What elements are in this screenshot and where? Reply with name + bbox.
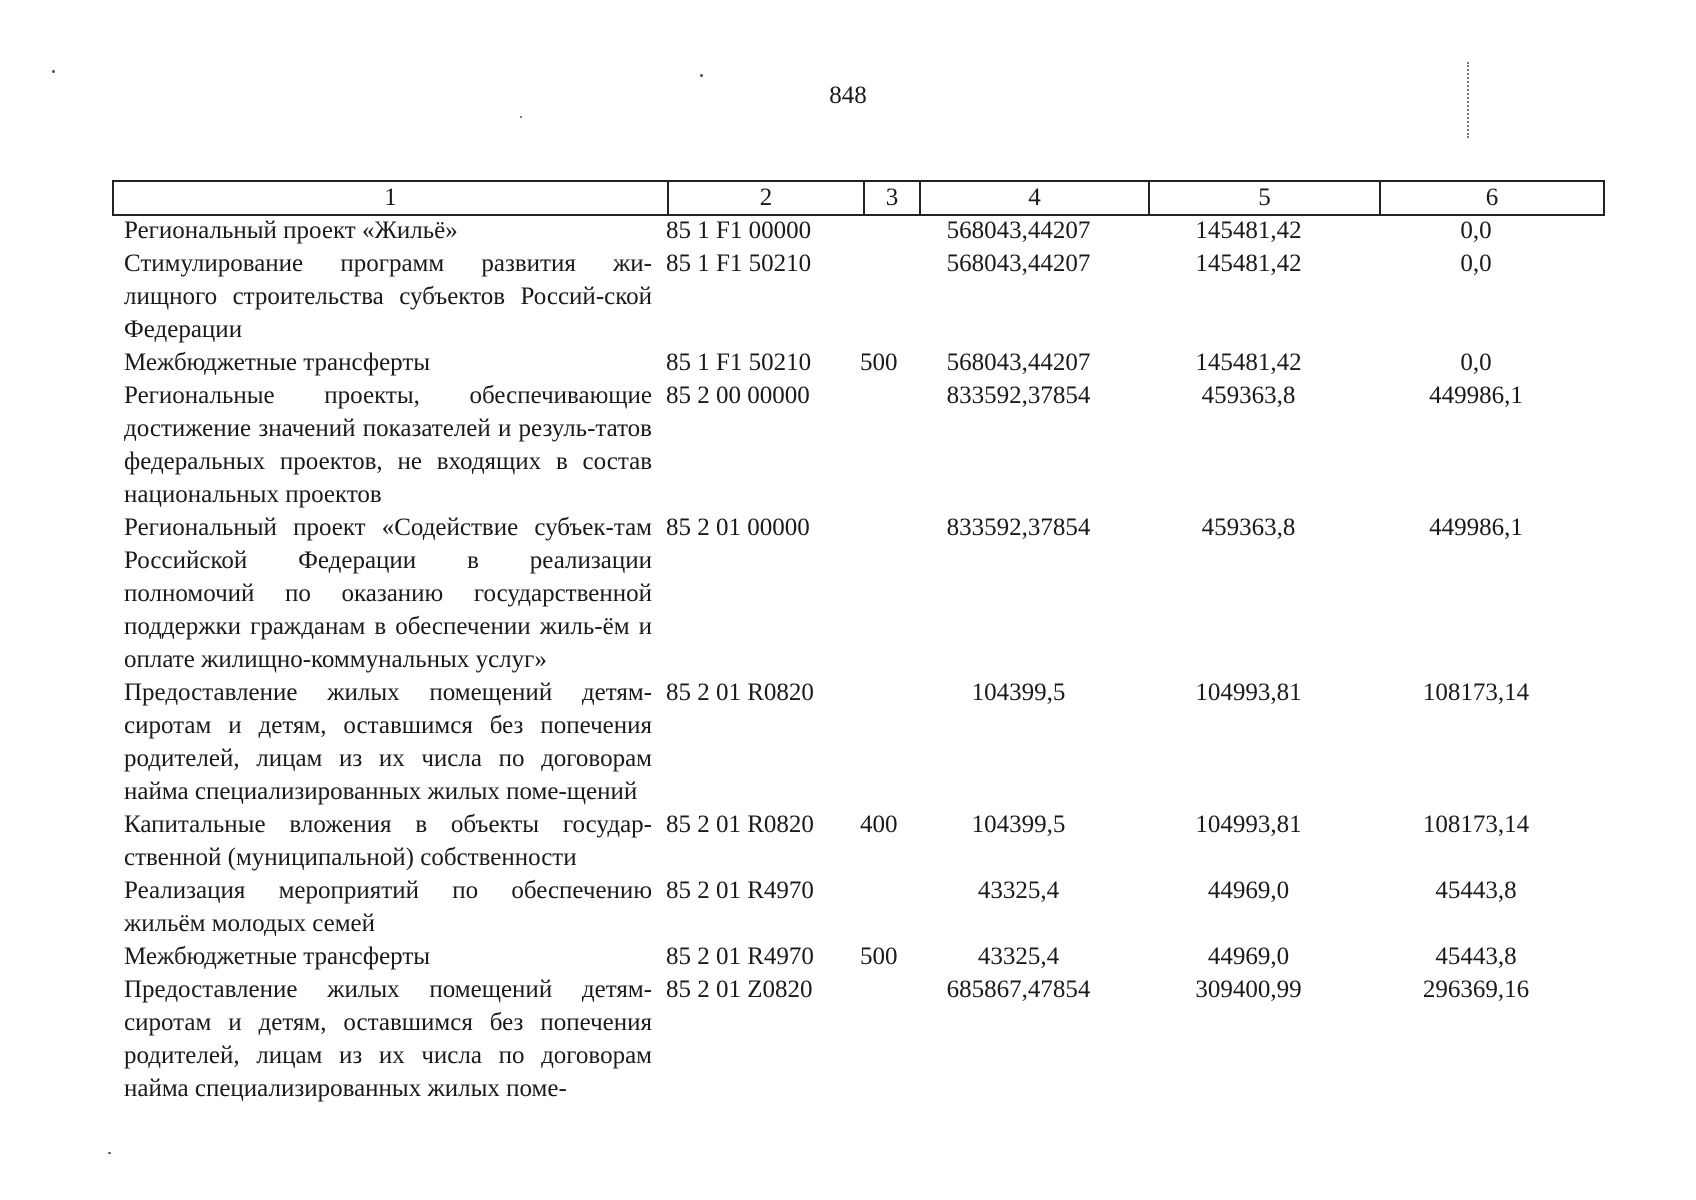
- column-header-6: 6: [1380, 181, 1604, 215]
- row-code: 85 2 01 00000: [666, 514, 810, 541]
- row-name: Региональный проект «Жильё»: [124, 217, 458, 244]
- row-value-4: 104399,5: [971, 811, 1066, 838]
- row-code: 85 2 01 R0820: [666, 679, 814, 706]
- row-value-6: 0,0: [1460, 217, 1492, 244]
- row-name: Стимулирование программ развития жи-лищного строительства субъектов Россий-ской Федерации: [124, 250, 652, 343]
- row-value-6: 296369,16: [1422, 976, 1530, 1003]
- table-row: [112, 214, 1604, 247]
- column-header-row: [113, 181, 1604, 215]
- row-code: 85 2 01 Z0820: [666, 976, 813, 1003]
- row-value-6: 45443,8: [1435, 943, 1517, 970]
- column-header-4: 4: [920, 181, 1149, 215]
- row-code: 85 1 F1 50210: [666, 349, 812, 376]
- row-name: Предоставление жилых помещений детям-сиротам и детям, оставшимся без попечения родителей, лицам из их числа по договорам найма специализированных жилых поме-: [124, 976, 652, 1102]
- row-code: 85 2 00 00000: [666, 382, 810, 409]
- row-code: 85 2 01 R0820: [666, 811, 814, 838]
- row-value-6: 108173,14: [1422, 811, 1530, 838]
- row-value-4: 833592,37854: [946, 382, 1091, 409]
- row-value-4: 43325,4: [977, 943, 1060, 970]
- row-value-5: 104993,81: [1195, 811, 1302, 838]
- row-type: 500: [860, 943, 898, 970]
- row-value-6: 449986,1: [1429, 514, 1523, 541]
- page-number: 848: [829, 82, 867, 109]
- row-name: Капитальные вложения в объекты государ-ственной (муниципальной) собственности: [124, 811, 652, 871]
- table-row: [112, 808, 1604, 874]
- row-value-6: 0,0: [1460, 349, 1492, 376]
- row-value-4: 568043,44207: [946, 349, 1091, 376]
- column-header-table: [112, 180, 1605, 216]
- scan-dotted-edge: [1467, 62, 1471, 138]
- scan-speck: [520, 116, 522, 118]
- row-value-6: 45443,8: [1435, 877, 1517, 904]
- scan-speck: [52, 70, 55, 73]
- scan-speck: [700, 74, 703, 77]
- row-type: 400: [860, 811, 898, 838]
- row-name: Межбюджетные трансферты: [124, 943, 431, 970]
- row-value-4: 43325,4: [977, 877, 1060, 904]
- row-value-4: 568043,44207: [946, 217, 1091, 244]
- row-value-4: 104399,5: [971, 679, 1066, 706]
- table-row: [112, 511, 1604, 676]
- budget-table-body: [112, 214, 1604, 1105]
- row-value-6: 449986,1: [1429, 382, 1523, 409]
- row-code: 85 2 01 R4970: [666, 877, 814, 904]
- column-header-3: 3: [864, 181, 920, 215]
- row-type: 500: [860, 349, 898, 376]
- column-header-5: 5: [1149, 181, 1380, 215]
- table-row: [112, 379, 1604, 511]
- table-row: [112, 247, 1604, 346]
- column-header-2: 2: [668, 181, 864, 215]
- table-row: [112, 874, 1604, 940]
- row-code: 85 2 01 R4970: [666, 943, 814, 970]
- row-name: Региональные проекты, обеспечивающие достижение значений показателей и резуль-татов федеральных проектов, не входящих в состав национальных проектов: [124, 382, 652, 508]
- row-value-5: 44969,0: [1207, 943, 1290, 970]
- row-code: 85 1 F1 50210: [666, 250, 812, 277]
- row-value-5: 145481,42: [1195, 349, 1302, 376]
- row-value-4: 685867,47854: [946, 976, 1091, 1003]
- row-name: Региональный проект «Содействие субъек-там Российской Федерации в реализации полномочий по оказанию государственной поддержки гражданам в обеспечении жиль-ём и оплате жилищно-коммунальных услуг»: [124, 514, 652, 673]
- scan-speck: [108, 1152, 111, 1154]
- row-value-5: 44969,0: [1207, 877, 1290, 904]
- row-value-5: 309400,99: [1195, 976, 1302, 1003]
- row-name: Межбюджетные трансферты: [124, 349, 431, 376]
- row-value-4: 833592,37854: [946, 514, 1091, 541]
- table-row: [112, 346, 1604, 379]
- row-value-6: 0,0: [1460, 250, 1492, 277]
- row-value-5: 145481,42: [1195, 217, 1302, 244]
- row-code: 85 1 F1 00000: [666, 217, 812, 244]
- row-name: Реализация мероприятий по обеспечению жильём молодых семей: [124, 877, 652, 937]
- row-value-5: 459363,8: [1201, 514, 1296, 541]
- table-row: [112, 676, 1604, 808]
- row-value-4: 568043,44207: [946, 250, 1091, 277]
- table-row: [112, 973, 1604, 1105]
- row-name: Предоставление жилых помещений детям-сиротам и детям, оставшимся без попечения родителей, лицам из их числа по договорам найма специализированных жилых поме-щений: [124, 679, 652, 805]
- row-value-6: 108173,14: [1422, 679, 1530, 706]
- row-value-5: 459363,8: [1201, 382, 1296, 409]
- row-value-5: 145481,42: [1195, 250, 1302, 277]
- column-header-1: 1: [113, 181, 668, 215]
- table-row: [112, 940, 1604, 973]
- row-value-5: 104993,81: [1195, 679, 1302, 706]
